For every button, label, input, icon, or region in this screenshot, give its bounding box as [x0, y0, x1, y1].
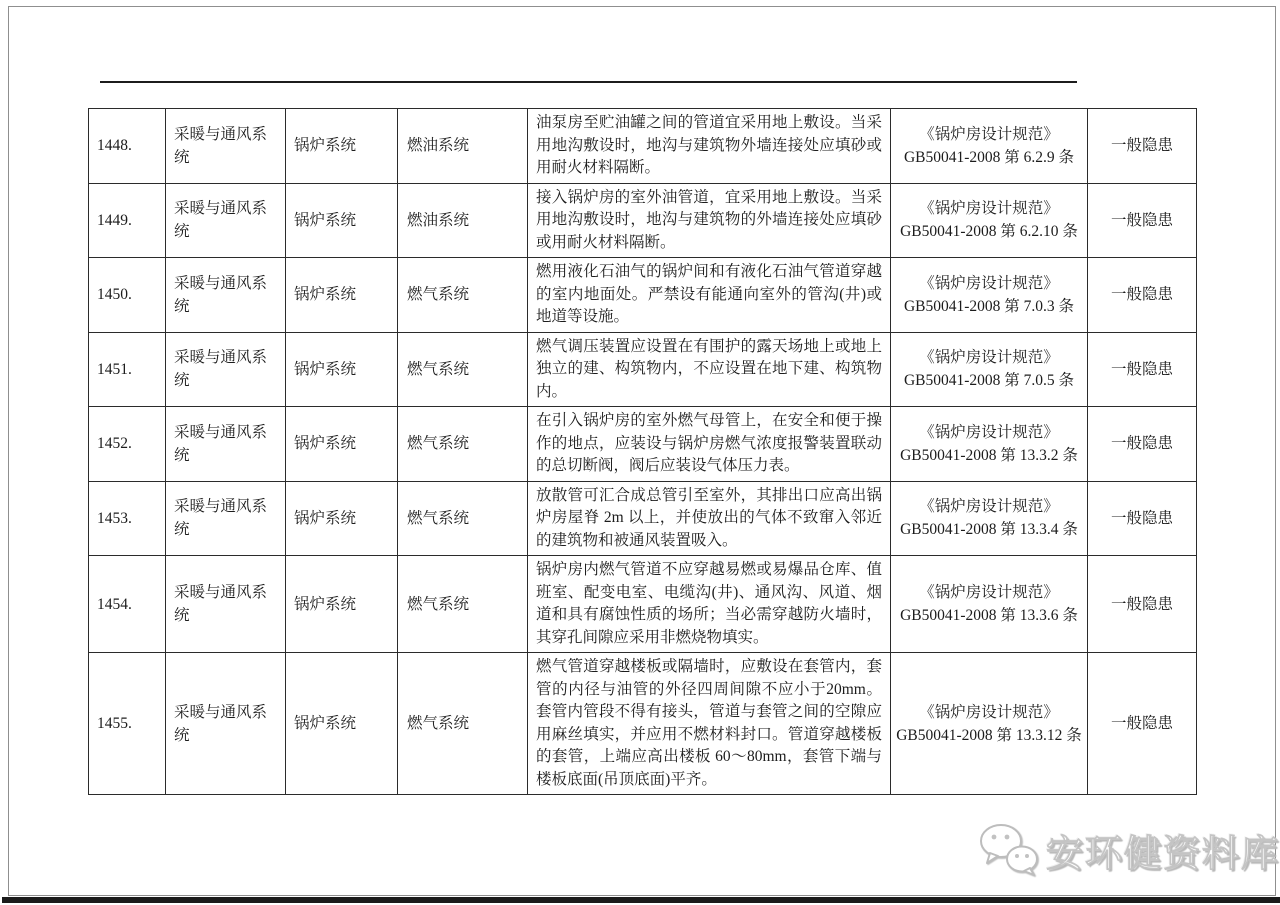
category-cell: 燃气系统 — [398, 481, 528, 556]
row-number-cell: 1455. — [89, 653, 166, 795]
table-row — [89, 258, 1197, 333]
basis-cell — [891, 258, 1088, 333]
level-cell: 一般隐患 — [1088, 556, 1197, 653]
table-row — [89, 183, 1197, 258]
system-cell: 采暖与通风系统 — [166, 258, 286, 333]
category-cell: 燃油系统 — [398, 183, 528, 258]
bottom-border — [2, 897, 1280, 903]
subsystem-cell: 锅炉系统 — [286, 481, 398, 556]
hazard-table — [88, 108, 1197, 795]
basis-title: 《锅炉房设计规范》 — [919, 584, 1059, 601]
description-cell: 油泵房至贮油罐之间的管道宜采用地上敷设。当采用地沟敷设时，地沟与建筑物外墙连接处应填砂或用耐火材料隔断。 — [528, 109, 891, 184]
watermark — [978, 814, 1280, 886]
category-cell: 燃气系统 — [398, 332, 528, 407]
row-number-cell: 1453. — [89, 481, 166, 556]
system-cell: 采暖与通风系统 — [166, 481, 286, 556]
basis-cell — [891, 653, 1088, 795]
basis-title: 《锅炉房设计规范》 — [919, 274, 1059, 292]
description-cell: 锅炉房内燃气管道不应穿越易燃或易爆品仓库、值班室、配变电室、电缆沟(井)、通风沟、风道、烟道和具有腐蚀性质的场所；当必需穿越防火墙时，其穿孔间隙应采用非燃烧物填实。 — [528, 556, 891, 653]
basis-clause: GB50041-2008 第 13.3.2 条 — [900, 446, 1078, 464]
basis-title: 《锅炉房设计规范》 — [919, 423, 1059, 441]
table-row — [89, 332, 1197, 407]
description-cell: 放散管可汇合成总管引至室外，其排出口应高出锅炉房屋脊 2m 以上，并使放出的气体不致窜入邻近的建筑物和被通风装置吸入。 — [528, 481, 891, 556]
level-cell: 一般隐患 — [1088, 481, 1197, 556]
table-row — [89, 481, 1197, 556]
category-cell: 燃油系统 — [398, 109, 528, 184]
system-cell: 采暖与通风系统 — [166, 109, 286, 184]
description-cell: 燃用液化石油气的锅炉间和有液化石油气管道穿越的室内地面处。严禁设有能通向室外的管沟(井)或地道等设施。 — [528, 258, 891, 333]
description-cell: 接入锅炉房的室外油管道，宜采用地上敷设。当采用地沟敷设时，地沟与建筑物的外墙连接处应填砂或用耐火材料隔断。 — [528, 183, 891, 258]
system-cell: 采暖与通风系统 — [166, 653, 286, 795]
subsystem-cell: 锅炉系统 — [286, 258, 398, 333]
basis-cell — [891, 556, 1088, 653]
description-cell: 燃气管道穿越楼板或隔墙时，应敷设在套管内，套管的内径与油管的外径四周间隙不应小于20mm。套管内管段不得有接头，管道与套管之间的空隙应用麻丝填实，并应用不燃材料封口。管道穿越楼板的套管，上端应高出楼板 60～80mm，套管下端与楼板底面(吊顶底面)平齐。 — [528, 653, 891, 795]
subsystem-cell: 锅炉系统 — [286, 653, 398, 795]
basis-title: 《锅炉房设计规范》 — [919, 703, 1059, 721]
row-number-cell: 1448. — [89, 109, 166, 184]
basis-title: 《锅炉房设计规范》 — [919, 498, 1059, 516]
subsystem-cell: 锅炉系统 — [286, 556, 398, 653]
table-row — [89, 653, 1197, 795]
row-number-cell: 1450. — [89, 258, 166, 333]
level-cell: 一般隐患 — [1088, 653, 1197, 795]
basis-title: 《锅炉房设计规范》 — [919, 125, 1059, 143]
basis-cell — [891, 481, 1088, 556]
header-rule — [100, 81, 1077, 83]
hazard-table-body — [89, 109, 1197, 795]
description-cell: 燃气调压装置应设置在有围护的露天场地上或地上独立的建、构筑物内，不应设置在地下建、构筑物内。 — [528, 332, 891, 407]
category-cell: 燃气系统 — [398, 258, 528, 333]
basis-clause: GB50041-2008 第 7.0.3 条 — [903, 297, 1075, 315]
row-number-cell: 1452. — [89, 407, 166, 482]
basis-title: 《锅炉房设计规范》 — [919, 349, 1059, 367]
description-cell: 在引入锅炉房的室外燃气母管上，在安全和便于操作的地点，应装设与锅炉房燃气浓度报警装置联动的总切断阀，阀后应装设气体压力表。 — [528, 407, 891, 482]
wechat-icon — [978, 822, 1040, 878]
level-cell: 一般隐患 — [1088, 109, 1197, 184]
system-cell: 采暖与通风系统 — [166, 332, 286, 407]
row-number-cell: 1454. — [89, 556, 166, 653]
system-cell: 采暖与通风系统 — [166, 556, 286, 653]
level-cell: 一般隐患 — [1088, 332, 1197, 407]
basis-title: 《锅炉房设计规范》 — [919, 200, 1059, 218]
basis-clause: GB50041-2008 第 13.3.6 条 — [900, 607, 1078, 624]
basis-clause: GB50041-2008 第 13.3.12 条 — [896, 726, 1082, 744]
category-cell: 燃气系统 — [398, 653, 528, 795]
basis-clause: GB50041-2008 第 6.2.10 条 — [900, 223, 1078, 241]
basis-clause: GB50041-2008 第 13.3.4 条 — [900, 521, 1078, 539]
basis-cell — [891, 109, 1088, 184]
basis-cell — [891, 183, 1088, 258]
basis-cell — [891, 407, 1088, 482]
level-cell: 一般隐患 — [1088, 183, 1197, 258]
basis-clause: GB50041-2008 第 6.2.9 条 — [903, 148, 1075, 166]
table-row — [89, 407, 1197, 482]
subsystem-cell: 锅炉系统 — [286, 332, 398, 407]
level-cell: 一般隐患 — [1088, 407, 1197, 482]
watermark-text: 安环健资料库 — [1046, 834, 1280, 875]
subsystem-cell: 锅炉系统 — [286, 183, 398, 258]
system-cell: 采暖与通风系统 — [166, 183, 286, 258]
subsystem-cell: 锅炉系统 — [286, 407, 398, 482]
system-cell: 采暖与通风系统 — [166, 407, 286, 482]
basis-clause: GB50041-2008 第 7.0.5 条 — [903, 372, 1075, 390]
basis-cell — [891, 332, 1088, 407]
subsystem-cell: 锅炉系统 — [286, 109, 398, 184]
table-row — [89, 109, 1197, 184]
level-cell: 一般隐患 — [1088, 258, 1197, 333]
row-number-cell: 1449. — [89, 183, 166, 258]
row-number-cell: 1451. — [89, 332, 166, 407]
category-cell: 燃气系统 — [398, 407, 528, 482]
table-row — [89, 556, 1197, 653]
category-cell: 燃气系统 — [398, 556, 528, 653]
